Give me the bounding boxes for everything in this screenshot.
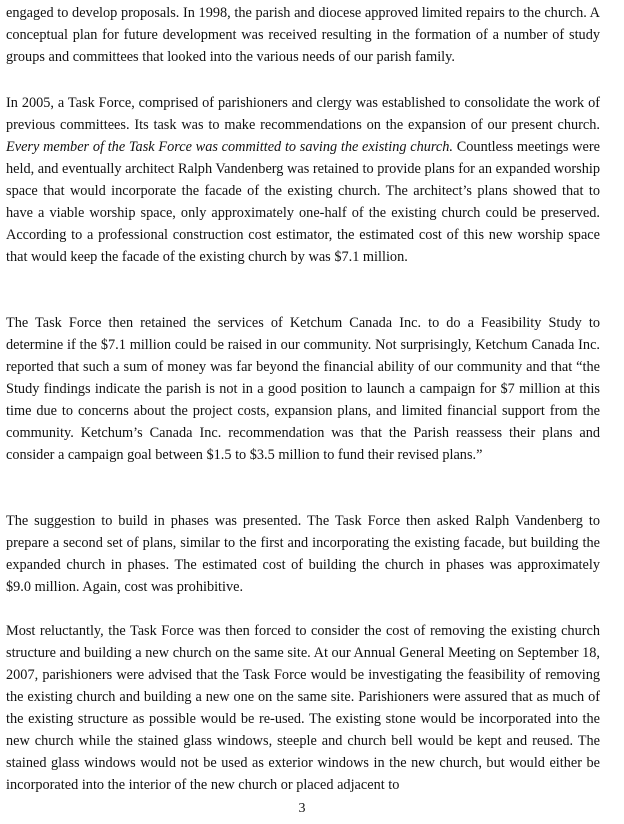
paragraph-text-end: Countless meetings were held, and eventually architect Ralph Vandenberg was retained to provide plans for an expanded worship space that would incorporate the facade of the existing church. The architect’s plans showed that to have a viable worship space, only approximately one-half of the existing church could be preserved. According to a professional construction cost estimator, the estimated cost of this new worship space that would keep the facade of the existing church by was $7.1 million. bbox=[6, 139, 600, 265]
page-number: 3 bbox=[298, 801, 306, 816]
paragraph-text: The suggestion to build in phases was presented. The Task Force then asked Ralph Vandenberg to prepare a second set of plans, similar to the first and incorporating the existing facade, but building the expanded church in phases. The estimated cost of building the church in phases was approximately $9.0 million. Again, cost was prohibitive. bbox=[6, 513, 600, 595]
paragraph-text bbox=[6, 92, 600, 268]
paragraph-phased-building bbox=[6, 510, 600, 598]
paragraph-text: The Task Force then retained the services of Ketchum Canada Inc. to do a Feasibility Study to determine if the $7.1 million could be raised in our community. Not surprisingly, Ketchum Canada Inc. reported that such a sum of money was far beyond the financial ability of our community and that “the Study findings indicate the parish is not in a good position to launch a campaign for $7 million at this time due to concerns about the project costs, expansion plans, and limited financial support from the community. Ketchum’s Canada Inc. recommendation was that the Parish reassess their plans and consider a campaign goal between $1.5 to $3.5 million to fund their revised plans.” bbox=[6, 315, 600, 463]
paragraph-task-force bbox=[6, 92, 600, 268]
emphasized-statement: Every member of the Task Force was committed to saving the existing church. bbox=[6, 139, 453, 155]
paragraph-text-start: In 2005, a Task Force, comprised of parishioners and clergy was established to consolidate the work of previous committees. Its task was to make recommendations on the expansion of our present church. bbox=[6, 95, 600, 133]
paragraph-feasibility-study bbox=[6, 312, 600, 466]
paragraph-parish-history bbox=[6, 2, 600, 68]
paragraph-text: Most reluctantly, the Task Force was then forced to consider the cost of removing the existing church structure and building a new church on the same site. At our Annual General Meeting on September 18, 2007, parishioners were advised that the Task Force would be investigating the feasibility of removing the existing church and building a new one on the same site. Parishioners were assured that as much of the existing structure as possible would be re-used. The existing stone would be incorporated into the new church while the stained glass windows, steeple and church bell would be kept and reused. The stained glass windows would not be used as exterior windows in the new church, but would either be incorporated into the interior of the new church or placed adjacent to bbox=[6, 623, 600, 793]
paragraph-new-church bbox=[6, 620, 600, 796]
paragraph-text: engaged to develop proposals. In 1998, the parish and diocese approved limited repairs to the church. A conceptual plan for future development was received resulting in the formation of a number of study groups and committees that looked into the various needs of our parish family. bbox=[6, 5, 600, 65]
